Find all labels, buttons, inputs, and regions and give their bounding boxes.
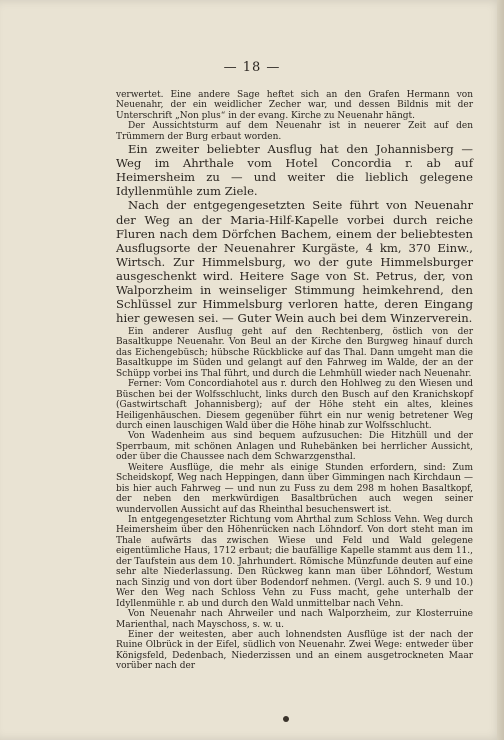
paragraph-johannisberg: Ein zweiter beliebter Ausflug hat den Johannisberg — Weg im Ahrthale vom Hotel Concordia r. ab auf Heimersheim zu — und weiter die lieblich gelegene Idyllenmühle zum Ziele. — [116, 142, 473, 199]
paragraph-olbrueck: Einer der weitesten, aber auch lohnendsten Ausflüge ist der nach der Ruine Olbrück in der Eifel, südlich von Neuenahr. Zwei Wege: entweder über Königsfeld, Dedenbach, Niederzissen und an einem ausgetrockneten Maar vorüber nach der — [116, 630, 473, 672]
paragraph-bachem: Nach der entgegengesetzten Seite führt von Neuenahr der Weg an der Maria-Hilf-Kapelle vorbei durch reiche Fluren nach dem Dörfchen Bachem, einem der beliebtesten Ausflugsorte der Neuenahrer Kurgäste, 4 km, 370 Einw., Wirtsch. Zur Himmelsburg, wo der gute Himmelsburger ausgeschenkt wird. Heitere Sage von St. Petrus, der, von Walporzheim in weinseliger Stimmung heimkehrend, den Schlüssel zur Himmelsburg verloren hatte, deren Eingang hier gewesen sei. — Guter Wein auch bei dem Winzerverein. — [116, 198, 473, 325]
paragraph-sage-hermann: verwertet. Eine andere Sage heftet sich an den Grafen Hermann von Neuenahr, der ein weidlicher Zecher war, und dessen Bildnis mit der Unterschrift „Non plus“ in der evang. Kirche zu Neuenahr hängt. — [116, 90, 473, 121]
body-text — [116, 90, 473, 672]
page-mark — [283, 716, 289, 722]
page-number: — 18 — — [223, 60, 281, 75]
paragraph-scheidskopf: Weitere Ausflüge, die mehr als einige Stunden erfordern, sind: Zum Scheidskopf, Weg nach Heppingen, dann über Gimmingen nach Kirchdaun — bis hier auch Fahrweg — und nun zu Fuss zu dem 298 m hohen Basaltkopf, der neben den merkwürdigen Basaltbrüchen auch wegen seiner wundervollen Aussicht auf das Rheinthal besuchenswert ist. — [116, 462, 473, 515]
paragraph-walporzheim: Von Neuenahr nach Ahrweiler und nach Walporzheim, zur Klosterruine Marienthal, nach Mayschoss, s. w. u. — [116, 609, 473, 630]
paragraph-wadenheim: Von Wadenheim aus sind bequem aufzusuchen: Die Hitzhüll und der Sperrbaum, mit schönen Anlagen und Ruhebänken bei herrlicher Aussicht, oder über die Chaussee nach dem Schwarzgensthal. — [116, 431, 473, 463]
page-edge-shadow — [497, 0, 504, 740]
paragraph-schloss-vehn: In entgegengesetzter Richtung vom Ahrthal zum Schloss Vehn. Weg durch Heimersheim über den Höhenrücken nach Löhndorf. Von dort steht man im Thale aufwärts das zwischen Wiese und Feld und Wald gelegene eigentümliche Haus, 1712 erbaut; die baufällige Kapelle stammt aus dem 11., der Taufstein aus dem 10. Jahrhundert. Römische Münzfunde deuten auf eine sehr alte Niederlassung. Den Rückweg kann man über Löhndorf, Westum nach Sinzig und von dort über Bodendorf nehmen. (Vergl. auch S. 9 und 10.) Wer den Weg nach Schloss Vehn zu Fuss macht, gehe unterhalb der Idyllenmühle r. ab und durch den Wald unmittelbar nach Vehn. — [116, 515, 473, 609]
paragraph-wolfsschlucht: Ferner: Vom Concordiahotel aus r. durch den Hohlweg zu den Wiesen und Büschen bei der Wolfsschlucht, links durch den Busch auf den Kranichskopf (Gastwirtschaft Johannisberg); auf der Höhe steht ein altes, kleines Heiligenhäuschen. Diesem gegenüber führt ein nur wenig betretener Weg durch einen lauschigen Wald über die Höhe hinab zur Wolfsschlucht. — [116, 379, 473, 431]
paragraph-rechtenberg: Ein anderer Ausflug geht auf den Rechtenberg, östlich von der Basaltkuppe Neuenahr. Von Beul an der Kirche den Burgweg hinauf durch das Eichengebüsch; hübsche Rückblicke auf das Thal. Dann umgeht man die Basaltkuppe im Süden und gelangt auf den Fahrweg im Walde, der an der Schüpp vorbei ins Thal führt, und durch die Lehmhüll wieder nach Neuenahr. — [116, 326, 473, 379]
paragraph-aussichtsturm: Der Aussichtsturm auf dem Neuenahr ist in neuerer Zeit auf den Trümmern der Burg erbaut worden. — [116, 121, 473, 142]
